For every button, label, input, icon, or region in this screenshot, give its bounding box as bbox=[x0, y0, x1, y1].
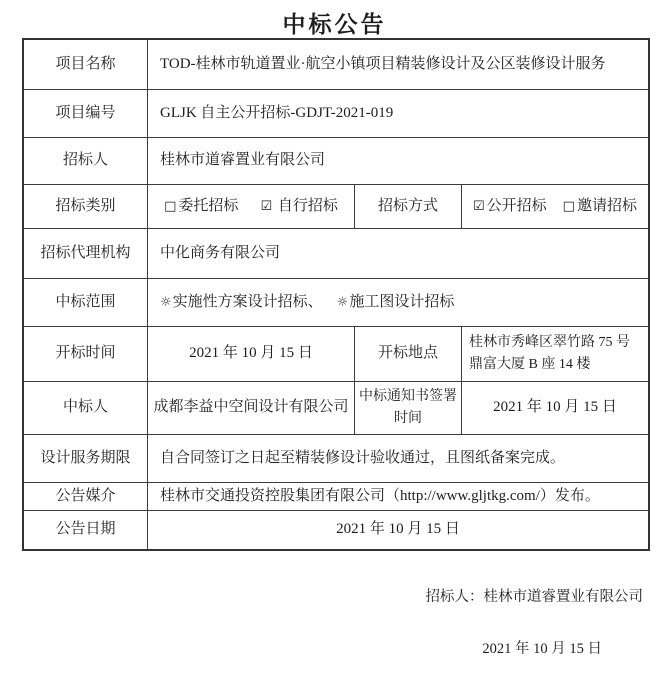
project-name-label: 项目名称 bbox=[24, 40, 148, 89]
announcement-date-label: 公告日期 bbox=[24, 511, 148, 549]
checkbox-checked-icon: ☑ bbox=[473, 198, 485, 214]
scope-item-1 bbox=[160, 292, 323, 314]
table-row-agency bbox=[24, 229, 648, 279]
option-self-tender bbox=[260, 196, 337, 218]
option-invited-tender bbox=[563, 196, 637, 218]
tenderee-value: 桂林市道睿置业有限公司 bbox=[160, 152, 326, 169]
table-row-service-period bbox=[24, 435, 648, 483]
tenderee-label: 招标人 bbox=[24, 138, 148, 184]
option-delegated-label: 委托招标 bbox=[178, 197, 239, 214]
table-row-award-scope bbox=[24, 279, 648, 327]
table-row-bid-opening bbox=[24, 327, 648, 382]
option-self-label: 自行招标 bbox=[277, 197, 338, 214]
table-row-tender-category bbox=[24, 185, 648, 229]
bid-opening-place-value: 桂林市秀峰区翠竹路 75 号鼎富大厦 B 座 14 楼 bbox=[469, 334, 630, 372]
option-open-tender bbox=[473, 196, 547, 218]
notice-sign-time-value: 2021 年 10 月 15 日 bbox=[493, 399, 617, 416]
checkbox-unchecked-icon: □ bbox=[562, 198, 575, 214]
tender-method-label: 招标方式 bbox=[355, 185, 462, 228]
announcement-date-value: 2021 年 10 月 15 日 bbox=[336, 521, 460, 538]
announcement-table bbox=[22, 38, 650, 551]
announcement-media-value: 桂林市交通投资控股集团有限公司（http://www.gljtkg.com/）发布。 bbox=[160, 487, 600, 504]
bid-opening-time-label: 开标时间 bbox=[24, 327, 148, 381]
footer-tenderee-signature: 招标人：桂林市道睿置业有限公司 bbox=[425, 589, 643, 605]
tender-method-options bbox=[462, 185, 648, 228]
table-row-project-number bbox=[24, 90, 648, 138]
tender-category-label: 招标类别 bbox=[24, 185, 148, 228]
bid-opening-time-value: 2021 年 10 月 15 日 bbox=[148, 327, 355, 381]
announcement-media-label: 公告媒介 bbox=[24, 483, 148, 510]
bid-opening-place-label: 开标地点 bbox=[355, 327, 462, 381]
table-row-announcement-date bbox=[24, 511, 648, 549]
table-row-project-name bbox=[24, 40, 648, 90]
award-scope-value bbox=[148, 279, 648, 326]
tender-category-options bbox=[148, 185, 355, 228]
project-number-value: GLJK 自主公开招标-GDJT-2021-019 bbox=[160, 104, 394, 121]
sun-bullet-icon: ☼ bbox=[336, 294, 349, 310]
agency-value: 中化商务有限公司 bbox=[160, 244, 281, 261]
option-invited-label: 邀请招标 bbox=[576, 197, 637, 214]
winner-value: 成都李益中空间设计有限公司 bbox=[148, 382, 355, 434]
table-row-winner bbox=[24, 382, 648, 435]
table-row-tenderee bbox=[24, 138, 648, 185]
service-period-value: 自合同签订之日起至精装修设计验收通过，且图纸备案完成。 bbox=[160, 449, 566, 466]
sun-bullet-icon: ☼ bbox=[160, 294, 172, 310]
checkbox-checked-icon: ☑ bbox=[260, 198, 273, 214]
footer-date: 2021 年 10 月 15 日 bbox=[482, 641, 602, 657]
option-delegated-tender bbox=[164, 196, 238, 218]
award-scope-label: 中标范围 bbox=[24, 279, 148, 326]
service-period-label: 设计服务期限 bbox=[24, 435, 148, 482]
agency-label: 招标代理机构 bbox=[24, 229, 148, 278]
scope-item-2-label: 施工图设计招标 bbox=[349, 293, 455, 310]
scope-item-2 bbox=[337, 292, 455, 314]
notice-sign-time-label: 中标通知书签署时间 bbox=[355, 382, 462, 434]
winner-label: 中标人 bbox=[24, 382, 148, 434]
checkbox-unchecked-icon: □ bbox=[164, 198, 177, 214]
option-open-label: 公开招标 bbox=[486, 197, 547, 214]
scope-item-1-label: 实施性方案设计招标、 bbox=[172, 293, 323, 310]
project-name-value: TOD-桂林市轨道置业·航空小镇项目精装修设计及公区装修设计服务 bbox=[160, 55, 606, 72]
project-number-label: 项目编号 bbox=[24, 90, 148, 137]
page-title: 中标公告 bbox=[282, 12, 387, 37]
table-row-announcement-media bbox=[24, 483, 648, 511]
